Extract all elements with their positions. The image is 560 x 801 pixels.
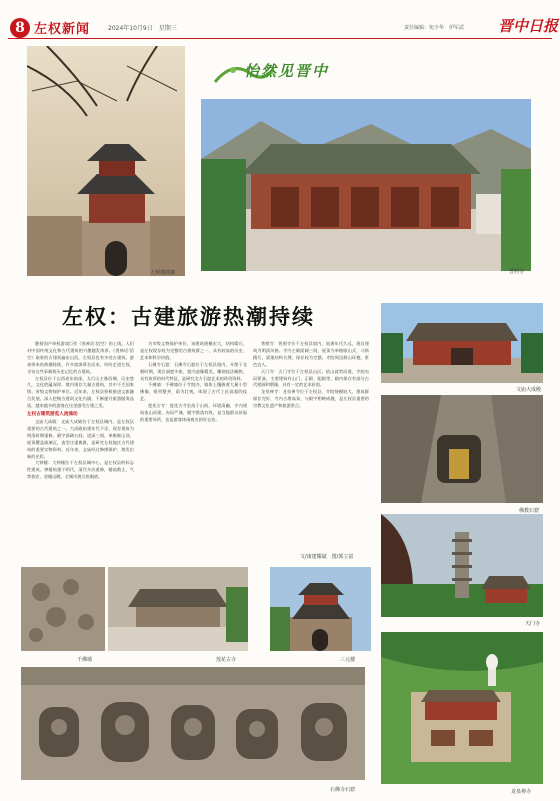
header-divider	[8, 38, 552, 39]
paragraph: 龙泉禅寺：龙泉禅寺位于左权县，寺院规模较大，建筑群保存完好，寺内古塔高耸，与殿宇相映成趣，是左权县重要的宗教文化遗产和旅游景点。	[253, 389, 369, 409]
subheading: 左权古建筑游览人流涌动	[27, 412, 78, 418]
courtyard-caption: 莲花古寺	[216, 657, 237, 663]
clay-relief-caption: 千佛墙	[77, 657, 93, 663]
grottoes-photo	[21, 667, 365, 780]
bell-tower-caption: 大钟楼鼓楼	[150, 270, 176, 276]
clay-relief-photo	[21, 567, 105, 651]
tower-gate-caption: 三元楼	[340, 657, 356, 663]
paragraph: 大钟楼：大钟楼位于左权县城中心，是左权县的标志性建筑。钟楼始建于明代，清代多次重修，楼高数丈，气势恢宏，登楼远眺，全城风貌尽收眼底。	[27, 460, 134, 480]
temple-hall-caption: 普照寺	[509, 269, 525, 275]
article-byline: 文/康建耀斌 图/郭立富	[300, 554, 354, 560]
aerial-temple-caption: 龙泉禅寺	[511, 789, 532, 795]
tower-gate-photo	[270, 567, 371, 651]
page-number-badge: 8	[10, 18, 30, 38]
paragraph: 左权县位于山西省东南部，太行山主脉西侧，历史悠久，文化底蕴深厚，境内现存大量古建筑，其中不乏国家级、省级文物保护单位。近年来，左权县积极推进文旅融合发展，深入挖掘古建筑文化内涵，不断提升旅游服务品质，越来越多的游客在这里感受古建之美。	[27, 375, 134, 409]
paragraph: 天门寺：天门寺位于左权县山区，依山就势而建，寺院布局紧凑，主要建筑有山门、正殿、配殿等，殿内保存有部分古代壁画和塑像，具有一定的艺术价值。	[253, 368, 369, 388]
article-title: 左权：古建旅游热潮持续	[62, 304, 315, 329]
newspaper-masthead: 晋中日报	[498, 17, 559, 35]
paragraph: 为市级文物保护单位。该建筑规模宏大，结构精巧，是左权现存较为完整的古建筑群之一，具有较高的历史、艺术和科学价值。	[140, 341, 247, 360]
paragraph: 石佛寺石窟：石佛寺石窟位于左权县境内，开凿于北朝时期，现存洞窟多座，窟内造像精美，雕刻技法娴熟，具有浓厚的时代特征，是研究北方石窟艺术的珍贵资料。	[140, 361, 247, 381]
editor-credit: 责任编辑：宛少华 伊军武	[404, 25, 465, 31]
pagoda-temple-caption: 天门寺	[525, 621, 541, 627]
article-column-3	[253, 341, 369, 541]
issue-date: 2024年10月9日 星期三	[108, 25, 177, 32]
temple-hall-photo	[201, 99, 531, 271]
cave-niche-caption: 佛教石窟	[519, 508, 540, 514]
page-header	[0, 0, 560, 38]
pagoda-temple-photo	[381, 514, 543, 617]
paragraph: 莲花古寺：莲花古寺坐落于山间，环境清幽，寺内建筑依山而建，布局严谨，殿宇错落有致，是当地群众祈福的重要场所，也是游客休闲观光的好去处。	[140, 403, 247, 422]
courtyard-photo	[108, 567, 248, 651]
paragraph: 普照寺：普照寺位于左权县境内，始建年代久远，现存建筑为明清风格。寺内主殿面阔三间，屋顶为单檐歇山式，斗拱精巧，梁架结构合理，保存较为完整。寺院周边群山环抱，景色宜人。	[253, 341, 369, 367]
paragraph: 千佛墙：千佛墙位于寺院内，墙体上镶嵌着大量小型佛像，排列整齐，蔚为壮观，体现了古代工匠高超的技艺。	[140, 382, 247, 402]
article-column-2	[140, 341, 247, 566]
paragraph: 随着国产单机游戏巨作《黑神话:悟空》的上线，人们对中国传统文化和古代建筑的兴趣越发浓厚。《黑神话:悟空》取景的古建筑遍布山西，左权县也有多处古建筑。游戏带来的热潮持续，许多游客慕名而来，纷纷走进左权，寻访这些承载着历史记忆的古建筑。	[27, 341, 134, 374]
gate-temple-caption: 文庙大成殿	[516, 387, 542, 393]
aerial-temple-photo	[381, 632, 543, 784]
grottoes-caption: 石佛寺石窟	[330, 787, 356, 793]
gate-temple-photo	[381, 303, 543, 383]
cave-niche-photo	[381, 395, 543, 503]
paragraph: 文庙大成殿：文庙大成殿位于左权县城内，是左权县重要的古代建筑之一。大成殿始建年代不详，现存建筑为明清时期重修。殿宇面阔五间，进深三间，单檐歇山顶，屋顶覆盖琉璃瓦，造型庄重典雅，是研究左权地区古代建筑的重要实物资料。近年来，文庙经过修缮保护，焕发出新的光彩。	[27, 418, 134, 459]
section-title: 左权新闻	[34, 22, 91, 37]
bell-tower-photo	[27, 46, 185, 276]
article-column-1	[27, 341, 134, 566]
logo-text: 怡然见晋中	[244, 62, 330, 80]
